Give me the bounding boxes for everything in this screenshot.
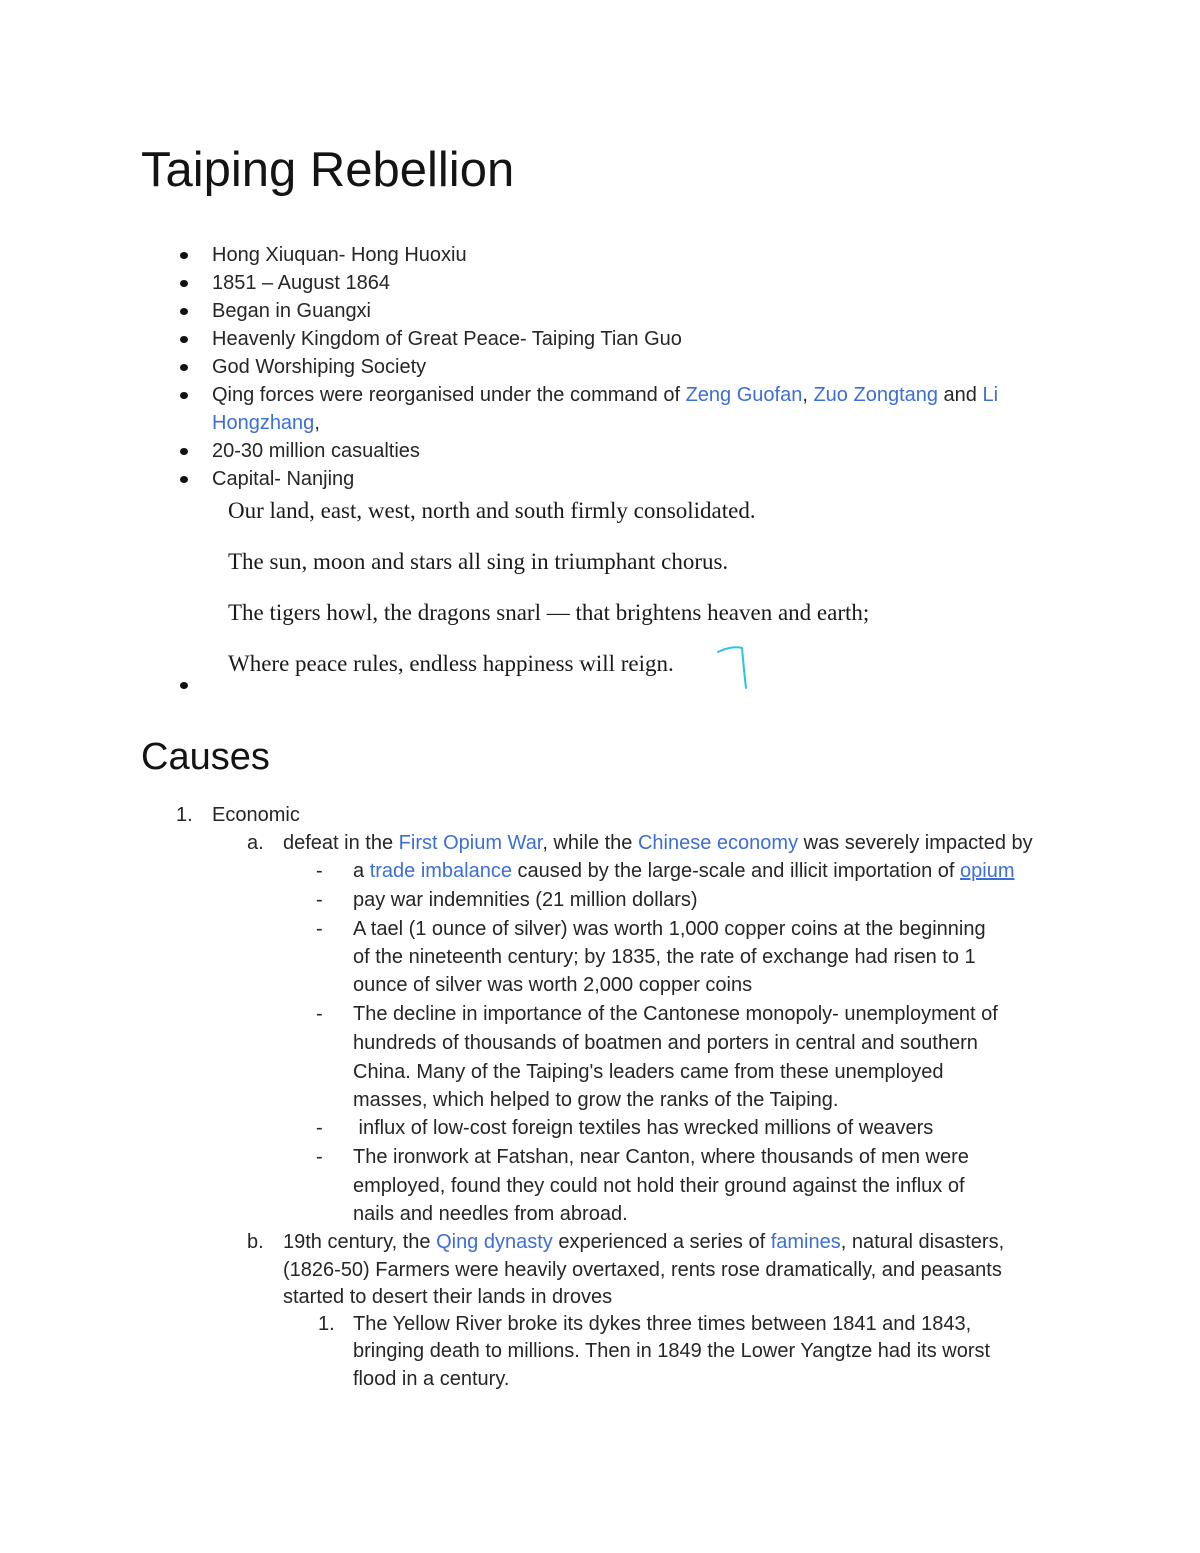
bullet-icon bbox=[180, 280, 188, 287]
list-item bbox=[176, 241, 1056, 269]
list-item-text: 20-30 million casualties bbox=[212, 440, 420, 462]
list-item-dash: A tael (1 ounce of silver) was worth 1,000 copper coins at the beginning bbox=[353, 918, 986, 940]
list-item-text: Heavenly Kingdom of Great Peace- Taiping Tian Guo bbox=[212, 328, 682, 350]
list-item-a bbox=[283, 829, 1033, 857]
text: a bbox=[353, 860, 370, 882]
list-item-dash-cont: hundreds of thousands of boatmen and porters in central and southern bbox=[353, 1032, 978, 1054]
list-item-dash-cont: masses, which helped to grow the ranks of the Taiping. bbox=[353, 1089, 839, 1111]
list-item-dash: The ironwork at Fatshan, near Canton, where thousands of men were bbox=[353, 1146, 969, 1168]
list-item-dash: pay war indemnities (21 million dollars) bbox=[353, 889, 698, 911]
bullet-icon bbox=[180, 308, 188, 315]
dash-marker: - bbox=[316, 918, 323, 940]
poem-line: Our land, east, west, north and south firmly consolidated. bbox=[228, 498, 756, 523]
summary-list bbox=[176, 241, 1056, 493]
list-item bbox=[176, 353, 1056, 381]
list-item-sub1-cont: flood in a century. bbox=[353, 1368, 510, 1390]
list-item-dash: influx of low-cost foreign textiles has wrecked millions of weavers bbox=[353, 1117, 934, 1139]
list-item-dash-cont: ounce of silver was worth 2,000 copper coins bbox=[353, 974, 753, 996]
list-marker: 1. bbox=[318, 1313, 335, 1335]
separator: , bbox=[314, 412, 320, 434]
text: , while the bbox=[542, 832, 638, 854]
link-zeng-guofan[interactable]: Zeng Guofan bbox=[685, 384, 803, 406]
link-trade-imbalance[interactable]: trade imbalance bbox=[369, 860, 512, 882]
list-item-qing-forces bbox=[176, 381, 1032, 437]
bullet-icon bbox=[180, 448, 188, 455]
bullet-icon bbox=[180, 476, 188, 483]
separator: and bbox=[938, 384, 983, 406]
text: 19th century, the bbox=[283, 1231, 437, 1253]
list-item-dash-cont: of the nineteenth century; by 1835, the rate of exchange had risen to 1 bbox=[353, 946, 976, 968]
dash-marker: - bbox=[316, 1003, 323, 1025]
link-famines[interactable]: famines bbox=[770, 1231, 841, 1253]
list-item bbox=[176, 269, 1056, 297]
dash-marker: - bbox=[316, 860, 323, 882]
bullet-icon bbox=[180, 682, 188, 689]
poem-line: The tigers howl, the dragons snarl — that brightens heaven and earth; bbox=[228, 600, 870, 625]
list-item-dash-cont: employed, found they could not hold their ground against the influx of bbox=[353, 1175, 965, 1197]
list-item-text: Capital- Nanjing bbox=[212, 468, 355, 490]
link-li-hongzhang[interactable]: Hongzhang bbox=[212, 412, 315, 434]
separator: , bbox=[802, 384, 814, 406]
link-li-hongzhang[interactable]: Li bbox=[982, 384, 999, 406]
list-item-economic: Economic bbox=[212, 804, 300, 826]
list-item-dash-cont: nails and needles from abroad. bbox=[353, 1203, 628, 1225]
list-marker: 1. bbox=[176, 804, 193, 826]
list-marker: b. bbox=[247, 1231, 264, 1253]
list-item bbox=[176, 465, 1056, 493]
link-qing-dynasty[interactable]: Qing dynasty bbox=[436, 1231, 553, 1253]
text: experienced a series of bbox=[552, 1231, 771, 1253]
list-item-b bbox=[283, 1228, 1004, 1256]
page-title: Taiping Rebellion bbox=[141, 143, 515, 197]
handwritten-mark-icon bbox=[716, 642, 756, 694]
bullet-icon bbox=[180, 336, 188, 343]
section-heading-causes: Causes bbox=[141, 736, 270, 778]
bullet-icon bbox=[180, 392, 188, 399]
list-item-text: God Worshiping Society bbox=[212, 356, 427, 378]
dash-marker: - bbox=[316, 1146, 323, 1168]
poem-line: Where peace rules, endless happiness will reign. bbox=[228, 651, 674, 676]
list-item-sub1: The Yellow River broke its dykes three times between 1841 and 1843, bbox=[353, 1313, 972, 1335]
bullet-icon bbox=[180, 364, 188, 371]
list-item bbox=[176, 297, 1056, 325]
text: caused by the large-scale and illicit importation of bbox=[512, 860, 961, 882]
list-item bbox=[176, 437, 1056, 465]
list-item-text: Began in Guangxi bbox=[212, 300, 372, 322]
list-item-dash-cont: China. Many of the Taiping's leaders came from these unemployed bbox=[353, 1061, 944, 1083]
list-item-text: 1851 – August 1864 bbox=[212, 272, 390, 294]
poem-line: The sun, moon and stars all sing in triumphant chorus. bbox=[228, 549, 729, 574]
text: , natural disasters, bbox=[840, 1231, 1005, 1253]
text: defeat in the bbox=[283, 832, 399, 854]
text: was severely impacted by bbox=[798, 832, 1033, 854]
link-zuo-zongtang[interactable]: Zuo Zongtang bbox=[813, 384, 938, 406]
dash-marker: - bbox=[316, 889, 323, 911]
poem-image bbox=[228, 498, 988, 702]
list-item bbox=[176, 325, 1056, 353]
list-item-sub1-cont: bringing death to millions. Then in 1849 the Lower Yangtze had its worst bbox=[353, 1340, 991, 1362]
list-item-b-cont: started to desert their lands in droves bbox=[283, 1286, 613, 1308]
link-opium[interactable]: opium bbox=[960, 860, 1015, 882]
link-chinese-economy[interactable]: Chinese economy bbox=[637, 832, 799, 854]
list-item-b-cont: (1826-50) Farmers were heavily overtaxed, rents rose dramatically, and peasants bbox=[283, 1259, 1002, 1281]
list-item-text: Hong Xiuquan- Hong Huoxiu bbox=[212, 244, 467, 266]
bullet-icon bbox=[180, 252, 188, 259]
link-first-opium-war[interactable]: First Opium War bbox=[398, 832, 543, 854]
list-item-dash bbox=[353, 857, 1015, 885]
dash-marker: - bbox=[316, 1117, 323, 1139]
list-item-text: Qing forces were reorganised under the command of bbox=[212, 384, 686, 406]
list-item-dash: The decline in importance of the Cantonese monopoly- unemployment of bbox=[353, 1003, 998, 1025]
list-marker: a. bbox=[247, 832, 264, 854]
